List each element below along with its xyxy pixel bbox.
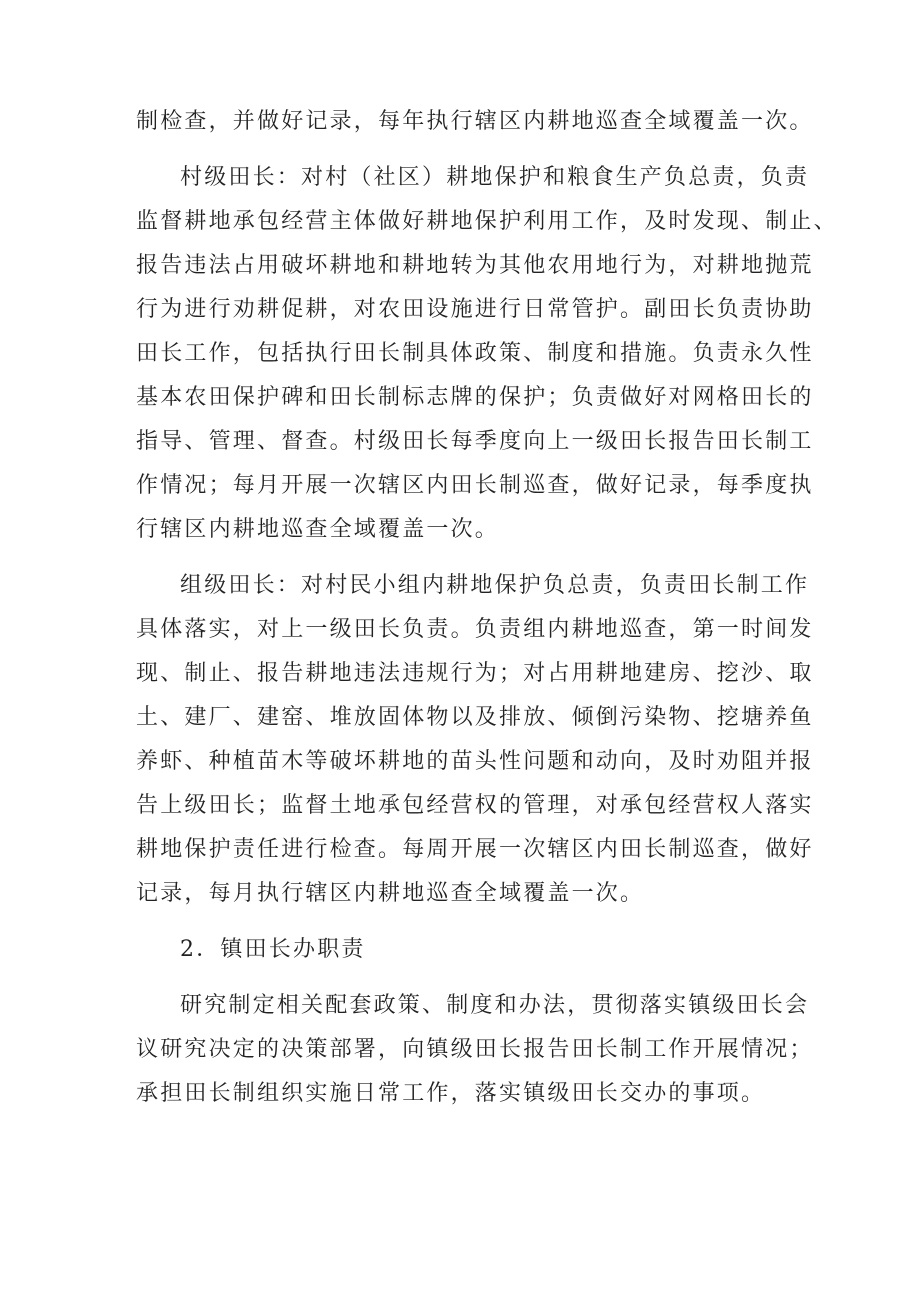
text-line: 具体落实，对上一级田长负责。负责组内耕地巡查，第一时间发: [136, 617, 814, 642]
text-line: 监督耕地承包经营主体做好耕地保护利用工作，及时发现、制止、: [136, 209, 838, 234]
text-line: 行辖区内耕地巡查全域覆盖一次。: [136, 517, 500, 542]
text-line: 制检查，并做好记录，每年执行辖区内耕地巡查全域覆盖一次。: [136, 109, 814, 134]
text-line: 田长工作，包括执行田长制具体政策、制度和措施。负责永久性: [136, 341, 814, 366]
paragraph-town-office-duties: [136, 984, 814, 1116]
text-line: 村级田长：对村（社区）耕地保护和粮食生产负总责，负责: [180, 165, 810, 190]
text-line: 组级田长：对村民小组内耕地保护负总责，负责田长制工作: [180, 573, 810, 598]
text-line: 承担田长制组织实施日常工作，落实镇级田长交办的事项。: [136, 1081, 766, 1106]
text-line: 记录，每月执行辖区内耕地巡查全域覆盖一次。: [136, 881, 645, 906]
paragraph-village-field-chief: [136, 156, 838, 552]
text-line: 报告违法占用破坏耕地和耕地转为其他农用地行为，对耕地抛荒: [136, 253, 814, 278]
text-line: 指导、管理、督查。村级田长每季度向上一级田长报告田长制工: [136, 429, 814, 454]
text-line: 基本农田保护碑和田长制标志牌的保护；负责做好对网格田长的: [136, 385, 814, 410]
text-line: 告上级田长；监督土地承包经营权的管理，对承包经营权人落实: [136, 793, 814, 818]
text-line: 研究制定相关配套政策、制度和办法，贯彻落实镇级田长会: [180, 993, 810, 1018]
section-heading-town-office: [136, 928, 796, 972]
paragraph-town-duty-end: [136, 100, 814, 144]
section-heading: 2．镇田长办职责: [180, 937, 366, 962]
text-line: 行为进行劝耕促耕，对农田设施进行日常管护。副田长负责协助: [136, 297, 814, 322]
text-line: 作情况；每月开展一次辖区内田长制巡查，做好记录，每季度执: [136, 473, 814, 498]
document-body: [136, 100, 838, 1128]
text-line: 土、建厂、建窑、堆放固体物以及排放、倾倒污染物、挖塘养鱼: [136, 705, 814, 730]
text-line: 议研究决定的决策部署，向镇级田长报告田长制工作开展情况；: [136, 1037, 814, 1062]
text-line: 耕地保护责任进行检查。每周开展一次辖区内田长制巡查，做好: [136, 837, 814, 862]
text-line: 现、制止、报告耕地违法违规行为；对占用耕地建房、挖沙、取: [136, 661, 814, 686]
paragraph-group-field-chief: [136, 564, 814, 916]
text-line: 养虾、种植苗木等破坏耕地的苗头性问题和动向，及时劝阻并报: [136, 749, 814, 774]
